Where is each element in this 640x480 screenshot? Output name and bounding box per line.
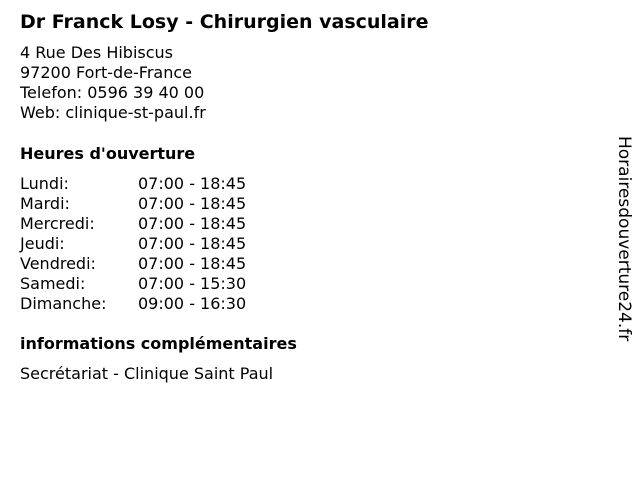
hours-day: Mardi: <box>20 194 70 213</box>
address-street: 4 Rue Des Hibiscus <box>20 43 174 62</box>
hours-row-jeudi <box>20 234 280 254</box>
opening-hours-table <box>20 174 280 314</box>
watermark-text: Horairesdouverture24.fr <box>614 136 634 342</box>
hours-day: Dimanche: <box>20 294 107 313</box>
hours-row-lundi <box>20 174 280 194</box>
address-block <box>20 43 206 123</box>
hours-time: 07:00 - 18:45 <box>138 174 247 193</box>
hours-day: Vendredi: <box>20 254 96 273</box>
hours-row-dimanche <box>20 294 280 314</box>
hours-time: 07:00 - 15:30 <box>138 274 247 293</box>
hours-day: Mercredi: <box>20 214 95 233</box>
hours-row-mercredi <box>20 214 280 234</box>
hours-day: Jeudi: <box>20 234 65 253</box>
hours-row-vendredi <box>20 254 280 274</box>
hours-day: Lundi: <box>20 174 69 193</box>
additional-info-text: Secrétariat - Clinique Saint Paul <box>20 364 274 383</box>
hours-time: 07:00 - 18:45 <box>138 194 247 213</box>
hours-day: Samedi: <box>20 274 86 293</box>
hours-time: 09:00 - 16:30 <box>138 294 247 313</box>
website: Web: clinique-st-paul.fr <box>20 103 206 122</box>
hours-time: 07:00 - 18:45 <box>138 234 247 253</box>
opening-hours-heading: Heures d'ouverture <box>20 144 196 163</box>
site-watermark <box>612 136 636 346</box>
hours-time: 07:00 - 18:45 <box>138 214 247 233</box>
hours-row-mardi <box>20 194 280 214</box>
address-city: 97200 Fort-de-France <box>20 63 193 82</box>
phone-number: Telefon: 0596 39 40 00 <box>20 83 205 102</box>
hours-time: 07:00 - 18:45 <box>138 254 247 273</box>
page-title: Dr Franck Losy - Chirurgien vasculaire <box>20 11 429 33</box>
hours-row-samedi <box>20 274 280 294</box>
additional-info-heading: informations complémentaires <box>20 334 297 353</box>
